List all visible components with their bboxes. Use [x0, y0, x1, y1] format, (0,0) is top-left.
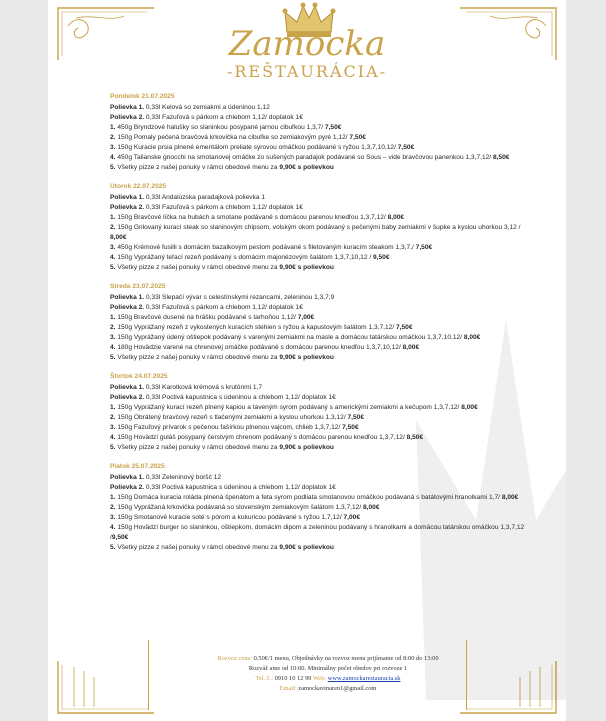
- menu-item: [110, 203, 530, 213]
- menu-item-number: 2.: [110, 134, 116, 141]
- menu-item-price: 8,00€: [463, 334, 481, 341]
- menu-item-number: 1.: [110, 404, 116, 411]
- phone-label: Tel. č.:: [255, 675, 274, 682]
- menu-item-number: 1.: [110, 124, 116, 131]
- day-section: [110, 182, 530, 273]
- menu-item-text: Všetky pizze z našej ponuky v rámci obedové menu za: [115, 264, 280, 271]
- menu-item-price: 7,50€: [396, 324, 413, 331]
- menu-item-text: 150g Vyprážaný kurací rezeň plnený kapiou a taveným syrom podávaný s americkými zemiakmi a kečupom 1,3,7,12/: [115, 404, 462, 411]
- menu-item: [110, 473, 530, 483]
- menu-item-text: 150g Fazuľový prívarok s pečenou fašírkou plnenou vajcom, chlieb 1,3,7,12/: [115, 424, 343, 431]
- day-title: Utorok 22.07.2025: [110, 183, 167, 190]
- menu-item-text: 0,33l Karotková krémová s krutónmi 1,7: [144, 384, 263, 391]
- menu-item: [110, 293, 530, 303]
- menu-item-number: Polievka 1.: [110, 104, 145, 111]
- menu-item-price: 8,50€: [492, 154, 510, 161]
- menu-item-price: 9,90€ s polievkou: [279, 164, 334, 171]
- menu-item-price: 7,50€: [349, 134, 366, 141]
- menu-item-text: 150g Hovädzí burger so slaninkou, oštiepkom, domácim dipom a zeleninou podávaný s hranolkami a domácou tatárskou omáčkou 1,3,7,12 /: [110, 524, 525, 541]
- menu-item-number: 3.: [110, 514, 116, 521]
- menu-item: [110, 263, 530, 273]
- menu-item: [110, 313, 530, 323]
- menu-item: [110, 113, 530, 123]
- menu-item: [110, 153, 530, 163]
- menu-item: [110, 333, 530, 343]
- menu-item-price: 7,00€: [343, 514, 360, 521]
- menu-item-text: 450g Krémové fusilli s domácim bazalkovým pestom podávané s filetovaným kuracím steakom 1,3,7,/: [115, 244, 416, 251]
- menu-item-price: 8,00€: [110, 234, 127, 241]
- menu-item-text: 150g Vyprážaný údený oštiepok podávaný s varenými zemiakmi na masle a domácou tatárskou omáčkou 1,3,7,10,12/: [115, 334, 464, 341]
- menu-item-number: Polievka 2.: [110, 304, 145, 311]
- menu-item-price: 9,90€ s polievkou: [279, 544, 334, 551]
- menu-item-number: 4.: [110, 254, 116, 261]
- menu-page: [48, 0, 566, 721]
- daily-menu: [110, 92, 530, 562]
- menu-item-number: 2.: [110, 324, 116, 331]
- menu-item-number: 5.: [110, 264, 116, 271]
- day-title: Streda 23.07.2025: [110, 283, 166, 290]
- web-link[interactable]: www.zamockarestauracia.sk: [327, 675, 401, 682]
- menu-item-text: 0,33l Fazuľová s párkom a chlebom 1,12/ doplatok 1€: [144, 304, 303, 311]
- menu-item: [110, 223, 530, 243]
- day-title: Piatok 25.07.2025: [110, 463, 165, 470]
- menu-item: [110, 413, 530, 423]
- email-label: Email:: [279, 685, 297, 692]
- menu-item-text: 0,33l Zeleninový boršč 12: [144, 474, 222, 481]
- menu-item-text: 150g Smotanové kuracie soté s pórom a kukuricou podávané s ryžou 1,7,12/: [115, 514, 344, 521]
- menu-item: [110, 523, 530, 543]
- menu-item-text: Všetky pizze z našej ponuky v rámci obedové menu za: [115, 544, 280, 551]
- menu-item-number: 3.: [110, 244, 116, 251]
- menu-item-text: 150g Vyprážaný teľací rezeň podávaný s domácim majonézovým šalátom 1,3,7,10,12 /: [115, 254, 374, 261]
- menu-item: [110, 513, 530, 523]
- footer-email-line: [168, 684, 488, 694]
- menu-item-text: 150g Bravčové líčka na hubách a smotane podávané s domácou parenou knedľou 1,3,7,12/: [115, 214, 388, 221]
- menu-item-number: 4.: [110, 154, 116, 161]
- menu-item-price: 9,50€: [111, 534, 129, 541]
- menu-item-text: 150g Grilovaný kurací steak so slaninovým chipsom, volským okom podávaný s pečenými baby zemiakmi v šupke a kyslou uhorkou 3,12 /: [115, 224, 521, 231]
- menu-item-number: Polievka 1.: [110, 474, 145, 481]
- menu-item-price: 7,50€: [347, 414, 365, 421]
- menu-item-price: 8,00€: [501, 494, 519, 501]
- menu-item-price: 7,50€: [415, 244, 433, 251]
- menu-item-price: 7,50€: [324, 124, 342, 131]
- menu-item: [110, 103, 530, 113]
- menu-item-price: 7,00€: [297, 314, 315, 321]
- menu-item-text: 0,33l Fazuľová s párkom a chlebom 1,12/ doplatok 1€: [144, 204, 303, 211]
- menu-item-number: Polievka 2.: [110, 114, 145, 121]
- menu-item-number: Polievka 1.: [110, 294, 145, 301]
- menu-item: [110, 433, 530, 443]
- menu-item: [110, 493, 530, 503]
- menu-item-text: 150g Domáca kuracia roláda plnená špenátom a feta syrom podliata smotanovou omáčkou podávaná s batátovými hranolkami 1,7/: [115, 494, 502, 501]
- menu-item-price: 8,00€: [402, 344, 420, 351]
- menu-item-number: 3.: [110, 144, 116, 151]
- day-title: Štvrtok 24.07.2025: [110, 373, 168, 380]
- menu-item-price: 9,50€: [373, 254, 390, 261]
- day-section: [110, 282, 530, 363]
- menu-item-text: 0,33l Andalúzska paradajková polievka 1: [144, 194, 266, 201]
- menu-item-text: 150g Vyprážaný rezeň z vykostených kuracích stehien s ryžou a kapustovým šalátom 1,3,7,12/: [115, 324, 396, 331]
- menu-item: [110, 323, 530, 333]
- divider-left: [148, 640, 149, 710]
- menu-item-number: 5.: [110, 164, 116, 171]
- menu-item-text: 450g Bryndzové halušky so slaninkou posypané jarnou cibuľkou 1,3,7/: [115, 124, 325, 131]
- menu-item-number: Polievka 1.: [110, 384, 145, 391]
- menu-item-text: 150g Hovädzí guláš posypaný čerstvým chrenom podávaný s domácou parenou knedľou 1,3,7,12/: [115, 434, 407, 441]
- menu-item-price: 8,00€: [461, 404, 478, 411]
- menu-item-price: 9,90€ s polievkou: [279, 354, 334, 361]
- delivery-label: Rozvoz cena:: [217, 655, 253, 662]
- menu-item-number: 4.: [110, 524, 116, 531]
- menu-item: [110, 143, 530, 153]
- menu-item-text: 150g Obrátený bravčový rezeň s tlačenými zemiakmi a kyslou uhorkou 1,3,12/: [115, 414, 348, 421]
- menu-item: [110, 193, 530, 203]
- web-label: Web:: [312, 675, 327, 682]
- menu-item-number: Polievka 2.: [110, 204, 145, 211]
- footer-info: [168, 654, 488, 694]
- menu-item: [110, 403, 530, 413]
- menu-item-text: Všetky pizze z našej ponuky v rámci obedové menu za: [115, 444, 280, 451]
- day-title: Pondelok 21.07.2025: [110, 93, 175, 100]
- menu-item-text: 0,33l Fazuľová s párkom a chlebom 1,12/ doplatok 1€: [144, 114, 303, 121]
- menu-item: [110, 163, 530, 173]
- menu-item-number: Polievka 2.: [110, 394, 145, 401]
- menu-item-price: 9,90€ s polievkou: [279, 264, 334, 271]
- menu-item-number: 2.: [110, 504, 116, 511]
- menu-item: [110, 483, 530, 493]
- menu-item-text: 0,33l Kelová so zemiakmi a údeninou 1,12: [144, 104, 270, 111]
- brand-subtitle: -REŠTAURÁCIA-: [226, 62, 388, 81]
- footer-delivery-time: Rozváž ame od 10:00. Minimálny počet obedov pri rozvoze 1: [248, 665, 408, 672]
- menu-item-number: 1.: [110, 494, 116, 501]
- menu-item-price: 7,50€: [397, 144, 415, 151]
- menu-item-text: 150g Vyprážaná krkovička podávaná so slovenským zemiakovým šalátom 1,3,7,12/: [115, 504, 364, 511]
- menu-item-number: 1.: [110, 214, 116, 221]
- menu-item-number: 5.: [110, 354, 116, 361]
- menu-item: [110, 503, 530, 513]
- menu-item-text: Všetky pizze z našej ponuky v rámci obedové menu za: [115, 354, 280, 361]
- menu-item-number: 5.: [110, 444, 116, 451]
- menu-item: [110, 343, 530, 353]
- day-section: [110, 92, 530, 173]
- menu-item-number: 5.: [110, 544, 116, 551]
- phone-number: 0910 10 12 99: [273, 675, 313, 682]
- menu-item-text: 150g Pomaly pečená bravčová krkovička na cibuľke so zemiakovým pyré 1,12/: [115, 134, 350, 141]
- day-section: [110, 372, 530, 453]
- menu-item-number: 3.: [110, 334, 116, 341]
- menu-item: [110, 423, 530, 433]
- menu-item-text: 0,33l Poctivá kapustnica s údeninou a chlebom 1,12/ doplatok 1€: [144, 484, 336, 491]
- menu-item-number: 4.: [110, 344, 116, 351]
- delivery-text: 0.50€/1 menu, Objednávky na rozvoz menu prijímame od 8:00 do 13:00: [252, 655, 439, 662]
- footer-contact-line: [168, 674, 488, 684]
- menu-item-number: Polievka 1.: [110, 194, 145, 201]
- menu-item-number: 2.: [110, 224, 116, 231]
- menu-item-price: 8,50€: [406, 434, 424, 441]
- menu-item: [110, 383, 530, 393]
- menu-item: [110, 303, 530, 313]
- menu-item-text: 150g Kuracie prsia plnené ementálom preliate syrovou omáčkou podávané s ryžou 1,3,7,10,12/: [115, 144, 398, 151]
- menu-item: [110, 253, 530, 263]
- menu-item: [110, 243, 530, 253]
- menu-item-price: 8,00€: [387, 214, 405, 221]
- menu-item-price: 9,90€ s polievkou: [279, 444, 334, 451]
- menu-item-number: 4.: [110, 434, 116, 441]
- email-address[interactable]: zamockavinaren1@gmail.com: [296, 685, 377, 692]
- menu-item-number: 1.: [110, 314, 116, 321]
- menu-item: [110, 213, 530, 223]
- menu-item-text: 150g Bravčové dusené na hrášku podávané s tarhoňou 1,12/: [115, 314, 298, 321]
- day-section: [110, 462, 530, 553]
- menu-item-text: 450g Talianske gnocchi na smotanovej omáčke zo sušených paradajok podávané so Sous – vide bravčovou panenkou 1,3,7,12/: [115, 154, 493, 161]
- menu-item: [110, 393, 530, 403]
- menu-item-number: 2.: [110, 414, 116, 421]
- menu-item: [110, 443, 530, 453]
- menu-item-number: Polievka 2.: [110, 484, 145, 491]
- menu-item-text: 0,33l Slepačí vývar s celestínskymi rezancami, zeleninou 1,3,7,9: [144, 294, 335, 301]
- menu-item-text: 0,33l Poctivá kapustnica s údeninou a chlebom 1,12/ doplatok 1€: [144, 394, 336, 401]
- menu-item-text: 180g Hovädzie varené na chrenovej omáčke podávané s domácou parenou knedľou 1,3,7,10,12/: [115, 344, 403, 351]
- menu-item: [110, 133, 530, 143]
- menu-item: [110, 543, 530, 553]
- menu-item: [110, 353, 530, 363]
- footer-delivery-line: [168, 654, 488, 664]
- menu-item: [110, 123, 530, 133]
- menu-item-price: 8,00€: [363, 504, 380, 511]
- menu-item-text: Všetky pizze z našej ponuky v rámci obedové menu za: [115, 164, 280, 171]
- menu-item-price: 7,50€: [342, 424, 359, 431]
- brand-script-name: Zamocka: [228, 24, 386, 64]
- menu-item-number: 3.: [110, 424, 116, 431]
